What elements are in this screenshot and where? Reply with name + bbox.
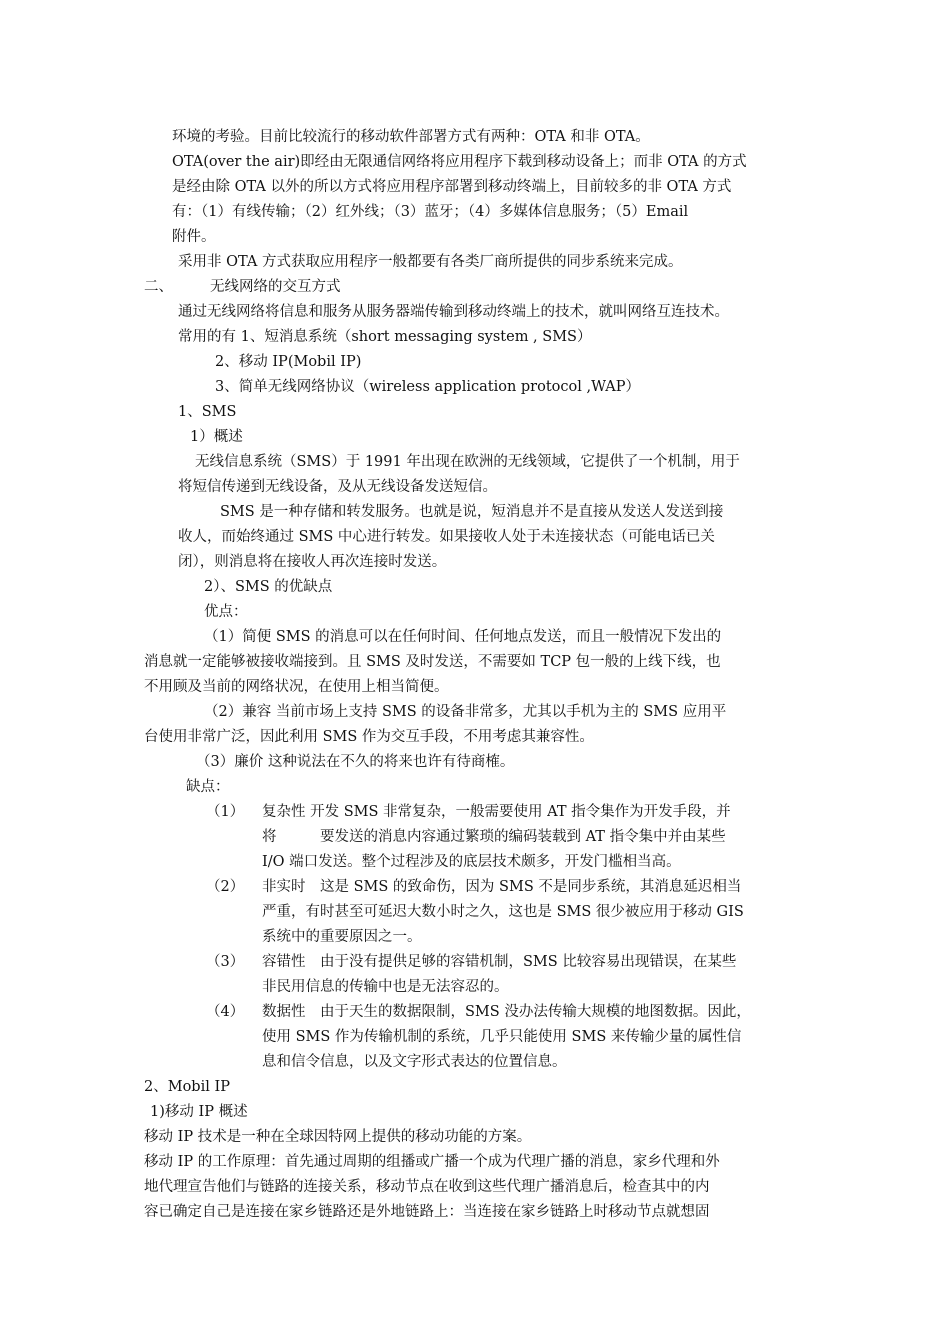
sms-overview-line: 将短信传递到无线设备，及从无线设备发送短信。 [178,479,497,495]
cons-line: 非民用信息的传输中也是无法容忍的。 [262,979,509,995]
cons-line: 系统中的重要原因之一。 [262,929,422,945]
pros-line: （1）简便 SMS 的消息可以在任何时间、任何地点发送，而且一般情况下发出的 [204,629,722,645]
paragraph-line: 有：（1）有线传输；（2）红外线；（3）蓝牙；（4）多媒体信息服务；（5）Email [172,204,689,220]
sms-overview-line: 收人，而始终通过 SMS 中心进行转发。如果接收人处于未连接状态（可能电话已关 [178,529,715,545]
paragraph-line: OTA(over the air)即经由无限通信网络将应用程序下载到移动设备上；而非 OTA 的方式 [172,154,747,170]
cons-line: 将 要发送的消息内容通过繁琐的编码装载到 AT 指令集中并由某些 [262,829,726,845]
mobil-ip-line: 地代理宣告他们与链路的连接关系，移动节点在收到这些代理广播消息后，检查其中的内 [144,1179,710,1195]
paragraph-line: 附件。 [172,229,216,245]
cons-line: 使用 SMS 作为传输机制的系统，几乎只能使用 SMS 来传输少量的属性信 [262,1029,742,1045]
cons-label: 缺点： [186,779,230,795]
cons-number: （4） [206,1004,245,1020]
mobil-ip-line: 移动 IP 技术是一种在全球因特网上提供的移动功能的方案。 [144,1129,532,1145]
pros-line: （3）廉价 这种说法在不久的将来也许有待商榷。 [196,754,515,770]
cons-line: 息和信令信息，以及文字形式表达的位置信息。 [262,1054,567,1070]
mobil-ip-line: 移动 IP 的工作原理：首先通过周期的组播或广播一个成为代理广播的消息，家乡代理和外 [144,1154,720,1170]
sms-overview-line: 闭），则消息将在接收人再次连接时发送。 [178,554,447,570]
sms-overview-line: 无线信息系统（SMS）于 1991 年出现在欧洲的无线领域，它提供了一个机制，用于 [195,454,740,470]
intro-line: 2、移动 IP(Mobil IP) [215,354,362,370]
pros-line: 台使用非常广泛，因此利用 SMS 作为交互手段，不用考虑其兼容性。 [144,729,594,745]
paragraph-line: 环境的考验。目前比较流行的移动软件部署方式有两种：OTA 和非 OTA。 [172,129,650,145]
cons-number: （1） [206,804,245,820]
pros-line: 不用顾及当前的网络状况，在使用上相当简便。 [144,679,449,695]
mobil-ip-line: 容已确定自己是连接在家乡链路还是外地链路上：当连接在家乡链路上时移动节点就想固 [144,1204,710,1220]
mobil-ip-heading: 2、Mobil IP [144,1079,230,1095]
paragraph-line: 采用非 OTA 方式获取应用程序一般都要有各类厂商所提供的同步系统来完成。 [178,254,683,270]
cons-line: 数据性 由于天生的数据限制，SMS 没办法传输大规模的地图数据。因此， [262,1004,751,1020]
section-number: 二、 [144,279,173,295]
sms-heading: 1、SMS [178,404,237,420]
intro-line: 3、简单无线网络协议（wireless application protocol ,WAP） [215,379,641,395]
intro-line: 常用的有 1、短消息系统（short messaging system , SMS） [178,329,592,345]
sms-overview-line: SMS 是一种存储和转发服务。也就是说，短消息并不是直接从发送人发送到接 [220,504,724,520]
sms-overview-heading: 1）概述 [190,429,243,445]
mobil-ip-subheading: 1)移动 IP 概述 [150,1104,248,1120]
intro-line: 通过无线网络将信息和服务从服务器端传输到移动终端上的技术，就叫网络互连技术。 [178,304,729,320]
paragraph-line: 是经由除 OTA 以外的所以方式将应用程序部署到移动终端上，目前较多的非 OTA 方式 [172,179,732,195]
cons-line: 复杂性 开发 SMS 非常复杂，一般需要使用 AT 指令集作为开发手段，并 [262,804,731,820]
cons-number: （2） [206,879,245,895]
cons-line: 严重，有时甚至可延迟大数小时之久，这也是 SMS 很少被应用于移动 GIS [262,904,744,920]
pros-label: 优点： [204,604,248,620]
cons-number: （3） [206,954,245,970]
pros-line: 消息就一定能够被接收端接到。且 SMS 及时发送，不需要如 TCP 包一般的上线下线，也 [144,654,721,670]
cons-line: 非实时 这是 SMS 的致命伤，因为 SMS 不是同步系统，其消息延迟相当 [262,879,742,895]
pros-line: （2）兼容 当前市场上支持 SMS 的设备非常多，尤其以手机为主的 SMS 应用平 [204,704,727,720]
sms-pros-heading: 2）、SMS 的优缺点 [204,579,333,595]
section-title: 无线网络的交互方式 [210,279,341,295]
cons-line: I/O 端口发送。整个过程涉及的底层技术颇多，开发门槛相当高。 [262,854,681,870]
cons-line: 容错性 由于没有提供足够的容错机制，SMS 比较容易出现错误，在某些 [262,954,737,970]
